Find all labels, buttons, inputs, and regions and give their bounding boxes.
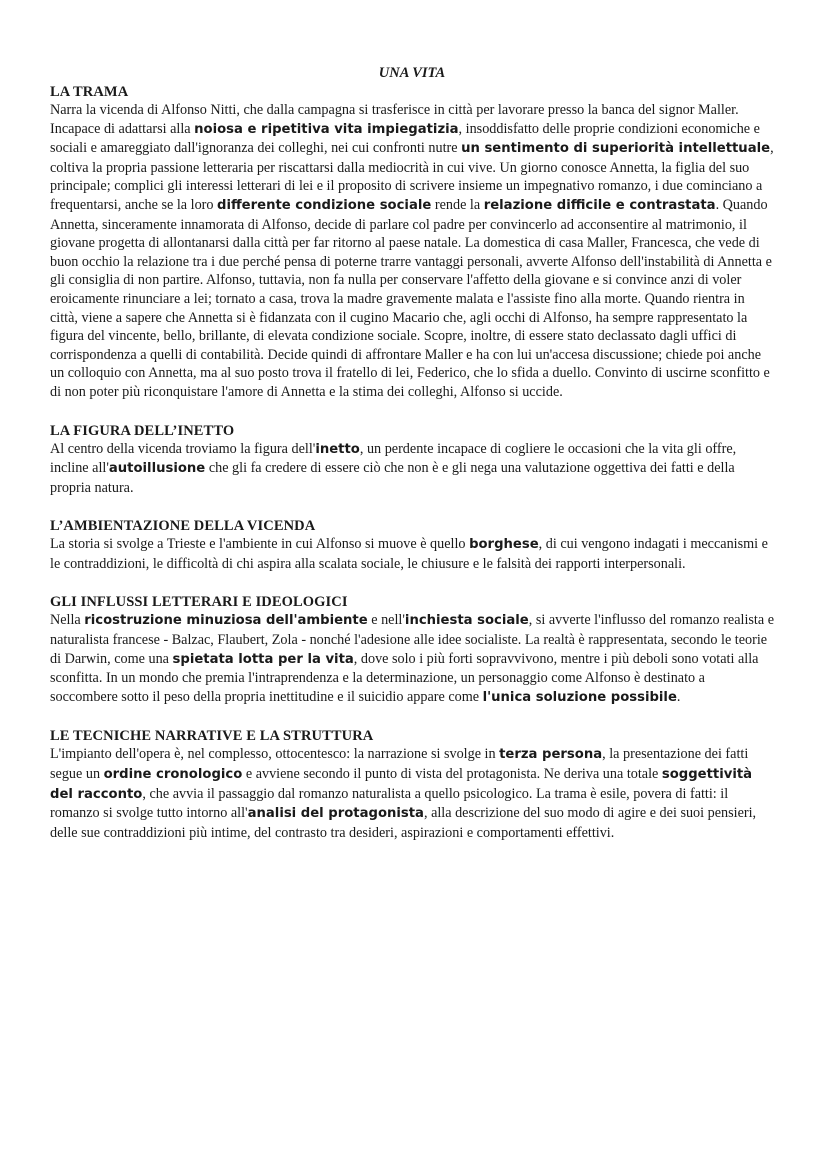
bold-phrase: noiosa e ripetitiva vita impiegatizia [194,121,459,137]
text-run: Al centro della vicenda troviamo la figura dell' [50,440,316,457]
bold-phrase: soggettività del racconto [50,767,753,802]
text-run: che gli fa credere di essere ciò che non è e gli nega una valutazione oggettiva dei fatti e della propria natura. [50,460,735,496]
section-paragraph [50,101,774,402]
section-heading: LE TECNICHE NARRATIVE E LA STRUTTURA [50,728,374,745]
section-paragraph [50,611,774,707]
bold-phrase: l'unica soluzione possibile [482,689,677,705]
section-trama [50,83,774,402]
bold-phrase: borghese [469,537,539,553]
text-run: , la presentazione dei fatti segue un [50,746,749,783]
document-title: UNA VITA [378,65,446,81]
section-heading: GLI INFLUSSI LETTERARI E IDEOLOGICI [50,594,348,611]
section-ambientazione [50,517,774,573]
text-run: , insoddisfatto delle proprie condizioni economiche e sociali e amareggiato dall'ignoranza dei colleghi, nei cui confronti nutre [50,120,760,157]
text-run: , dove solo i più forti sopravvivono, mentre i più deboli sono votati alla sconfitta. In un mondo che premia l'intraprendenza e la determinazione, un personaggio come Alfonso è destinato a soccombere sotto il peso della propria inettitudine e il suicidio appare come [50,650,759,705]
bold-phrase: terza persona [499,747,603,763]
bold-phrase: differente condizione sociale [217,197,432,213]
section-paragraph [50,535,774,573]
text-run: e avviene secondo il punto di vista del protagonista. Ne deriva una totale [242,766,662,783]
text-run: . Quando Annetta, sinceramente innamorata di Alfonso, decide di parlare col padre per convincerlo ad acconsentire al matrimonio, il giovane progetta di allontanarsi dalla città per far ritorno al paese natale. La domestica di casa Maller, Francesca, che vede di buon occhio la relazione tra i due perché pensa di poterne trarre vantaggi personali, avverte Alfonso dell'instabilità di Annetta e gli consiglia di non partire. Alfonso, tuttavia, non fa nulla per conservare l'affetto della giovane e si convince anzi di voler eroicamente rinunciare a lei; tornato a casa, trova la madre gravemente malata e l'assiste fino alla morte. Quando rientra in città, viene a sapere che Annetta si è fidanzata con il cugino Macario che, agli occhi di Alfonso, ha sempre rappresentato la figura del vincente, bello, brillante, di elevata condizione sociale. Scopre, inoltre, di essere stato declassato dagli uffici di corrispondenza a quelli di contabilità. Decide quindi di affrontare Maller e ha con lui un'accesa discussione; chiede poi anche un colloquio con Annetta, ma al suo posto trova il fratello di lei, Federico, che lo sfida a duello. Convinto di uscirne sconfitto e di non poter più riconquistare l'amore di Annetta e la stima dei colleghi, Alfonso si uccide. [50,196,772,400]
text-run: , di cui vengono indagati i meccanismi e le contraddizioni, le difficoltà di chi aspira alla scalata sociale, le chiusure e le falsità dei rapporti interpersonali. [50,536,768,572]
text-run: L'impianto dell'opera è, nel complesso, ottocentesco: la narrazione si svolge in [50,746,500,763]
section-tecniche-narrative [50,727,774,842]
bold-phrase: spietata lotta per la vita [172,651,354,667]
document-body [50,83,774,842]
bold-phrase: autoillusione [108,461,206,477]
text-run: La storia si svolge a Trieste e l'ambiente in cui Alfonso si muove è quello [50,536,470,553]
bold-phrase: analisi del protagonista [247,806,424,822]
text-run: rende la [431,196,484,213]
text-run: , che avvia il passaggio dal romanzo naturalista a quello psicologico. La trama è esile, povera di fatti: il romanzo si svolge tutto intorno all' [50,785,729,822]
bold-phrase: un sentimento di superiorità intellettuale [461,141,771,157]
section-heading: LA TRAMA [50,84,129,100]
bold-phrase: ricostruzione minuziosa dell'ambiente [84,613,368,629]
bold-phrase: relazione difficile e contrastata [483,197,716,213]
bold-phrase: ordine cronologico [103,767,243,783]
text-run: Nella [50,612,85,629]
section-heading: LA FIGURA DELL’INETTO [50,422,235,439]
text-run: Narra la vicenda di Alfonso Nitti, che dalla campagna si trasferisce in città per lavorare presso la banca del signor Maller. Incapace di adattarsi alla [50,102,739,137]
section-influssi [50,593,774,707]
section-figura-inetto [50,422,774,498]
text-run: , si avverte l'influsso del romanzo realista e naturalista francese - Balzac, Flaubert, Zola - nonché l'adesione alle idee socialiste. La realtà è rappresentata, secondo le teorie di Darwin, come una [50,612,775,667]
section-paragraph [50,440,774,498]
section-paragraph [50,745,774,842]
text-run: , un perdente incapace di cogliere le occasioni che la vita gli offre, incline all' [50,440,737,477]
text-run: e nell' [367,612,405,629]
text-run: , alla descrizione del suo modo di agire e dei suoi pensieri, delle sue contraddizioni più intime, del contrasto tra desideri, aspirazioni e comportamenti effettivi. [50,805,757,841]
bold-phrase: inetto [315,441,360,457]
text-run: , coltiva la propria passione letteraria per riscattarsi dalla mediocrità in cui vive. Un giorno conosce Annetta, la figlia del suo principale; complici gli interessi letterari di lei e il proposito di scrivere insieme un impegnativo romanzo, i due cominciano a frequentarsi, anche se la loro [50,140,774,213]
bold-phrase: inchiesta sociale [404,613,529,629]
text-run: . [676,688,681,705]
section-heading: L’AMBIENTAZIONE DELLA VICENDA [50,518,316,535]
